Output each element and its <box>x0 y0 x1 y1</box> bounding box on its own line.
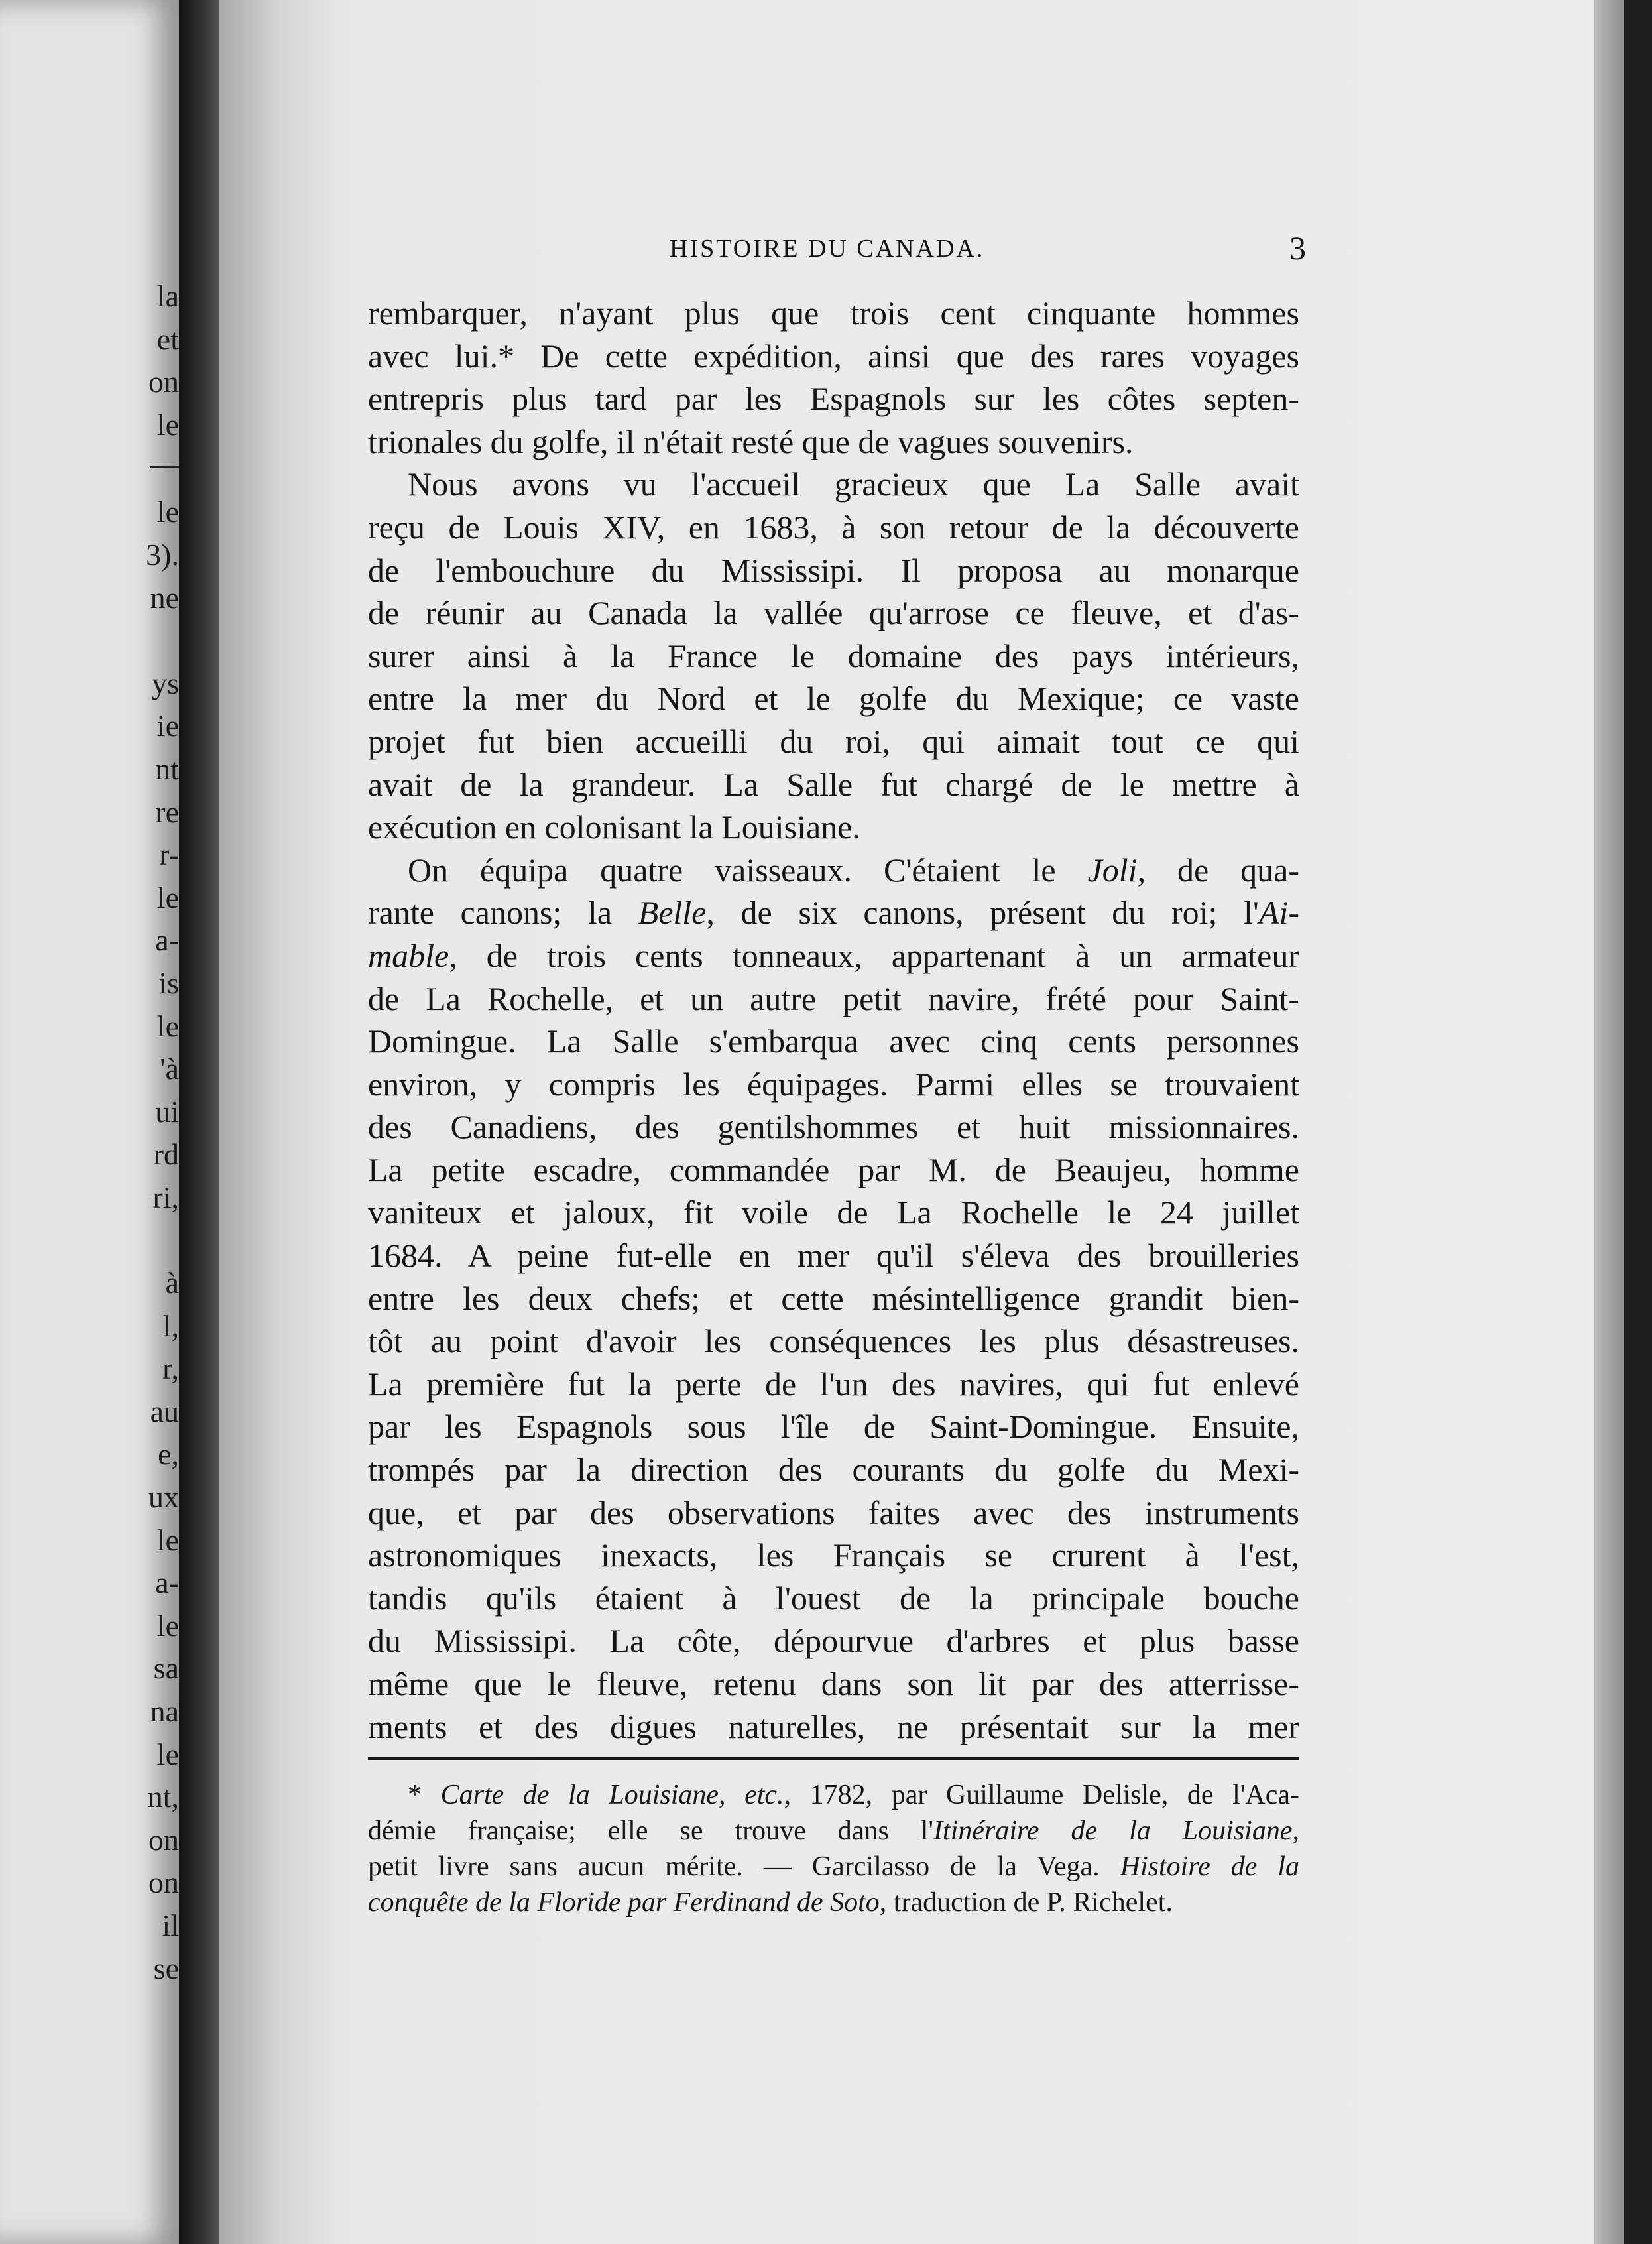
left-fragment: et <box>156 322 179 356</box>
left-fragment <box>150 466 179 468</box>
body-text <box>368 292 1299 1748</box>
body-line: trompés par la direction des courants du golfe du Mexi- <box>368 1451 1299 1489</box>
left-fragment: la <box>156 279 179 313</box>
left-fragment <box>139 1219 179 1262</box>
left-fragment: le <box>156 1608 179 1643</box>
left-fragment: le <box>156 407 179 442</box>
body-line: mable, de trois cents tonneaux, appartenant à un armateur <box>368 936 1299 974</box>
scan-border <box>1624 0 1652 2244</box>
left-fragment: ux <box>148 1480 179 1515</box>
left-fragment: nt <box>155 751 179 786</box>
left-fragment: on <box>148 365 179 399</box>
body-line: 1684. A peine fut-elle en mer qu'il s'éleva des brouilleries <box>368 1237 1299 1275</box>
body-line: tandis qu'ils étaient à l'ouest de la principale bouche <box>368 1579 1299 1617</box>
left-fragment: ys <box>152 666 179 700</box>
page-edge <box>1594 0 1624 2244</box>
body-line: entrepris plus tard par les Espagnols sur les côtes septen- <box>368 380 1299 418</box>
body-line: des Canadiens, des gentilshommes et huit missionnaires. <box>368 1108 1299 1146</box>
body-line: exécution en colonisant la Louisiane. <box>368 808 860 846</box>
footnote-rule <box>368 1757 1299 1760</box>
left-fragment: re <box>155 794 179 829</box>
left-fragment: il <box>162 1908 179 1942</box>
left-fragment: na <box>150 1694 179 1728</box>
footnote-line: petit livre sans aucun mérite. — Garcilasso de la Vega. Histoire de la <box>368 1851 1300 1882</box>
body-line: que, et par des observations faites avec des instruments <box>368 1493 1299 1531</box>
page-number: 3 <box>1289 229 1306 267</box>
body-line: entre la mer du Nord et le golfe du Mexique; ce vaste <box>368 680 1299 717</box>
left-fragment: sa <box>153 1651 179 1686</box>
body-line: environ, y compris les équipages. Parmi elles se trouvaient <box>368 1065 1299 1103</box>
left-facing-page <box>0 0 179 2244</box>
body-line: projet fut bien accueilli du roi, qui aimait tout ce qui <box>368 722 1299 760</box>
body-line: On équipa quatre vaisseaux. C'étaient le Joli, de qua- <box>408 851 1299 889</box>
body-line: entre les deux chefs; et cette mésintelligence grandit bien- <box>368 1279 1299 1317</box>
body-line: de réunir au Canada la vallée qu'arrose ce fleuve, et d'as- <box>368 594 1299 632</box>
left-fragment: au <box>150 1394 179 1428</box>
left-fragment: ui <box>155 1094 179 1129</box>
left-fragment: le <box>156 880 179 914</box>
body-line: vaniteux et jaloux, fit voile de La Rochelle le 24 juillet <box>368 1194 1299 1231</box>
body-line: même que le fleuve, retenu dans son lit par des atterrisse- <box>368 1665 1299 1702</box>
left-fragment: ie <box>156 709 179 743</box>
left-fragment: se <box>153 1951 179 1985</box>
body-line: La première fut la perte de l'un des navires, qui fut enlevé <box>368 1365 1299 1402</box>
left-fragment: is <box>158 966 179 1000</box>
footnote-line: démie française; elle se trouve dans l'Itinéraire de la Louisiane, <box>368 1816 1299 1846</box>
left-fragment: nt, <box>147 1780 179 1814</box>
body-line: Domingue. La Salle s'embarqua avec cinq cents personnes <box>368 1023 1299 1060</box>
body-line: par les Espagnols sous l'île de Saint-Domingue. Ensuite, <box>368 1408 1299 1446</box>
left-fragment: le <box>156 1009 179 1043</box>
body-line: rante canons; la Belle, de six canons, présent du roi; l'Ai- <box>368 894 1300 932</box>
left-fragment <box>139 619 179 662</box>
body-line: Nous avons vu l'accueil gracieux que La Salle avait <box>408 466 1299 503</box>
left-fragment: ri, <box>152 1180 179 1214</box>
left-page-fragments <box>139 275 179 1990</box>
left-fragment: à <box>165 1266 179 1300</box>
footnote-line: conquête de la Floride par Ferdinand de Soto, traduction de P. Richelet. <box>368 1887 1173 1918</box>
body-line: reçu de Louis XIV, en 1683, à son retour de la découverte <box>368 508 1299 546</box>
body-line: de l'embouchure du Mississipi. Il proposa au monarque <box>368 551 1299 589</box>
running-title: HISTOIRE DU CANADA. <box>670 235 985 263</box>
left-fragment: ne <box>150 580 179 615</box>
body-line: avait de la grandeur. La Salle fut chargé de le mettre à <box>368 765 1299 803</box>
body-line: astronomiques inexacts, les Français se crurent à l'est, <box>368 1536 1299 1574</box>
body-line: ments et des digues naturelles, ne présentait sur la mer <box>368 1708 1299 1745</box>
footnote <box>368 1777 1299 1920</box>
left-fragment: e, <box>158 1437 179 1471</box>
body-line: trionales du golfe, il n'était resté que de vagues souvenirs. <box>368 422 1134 460</box>
left-fragment: 3). <box>146 537 179 572</box>
body-line: La petite escadre, commandée par M. de Beaujeu, homme <box>368 1151 1299 1188</box>
left-fragment: le <box>156 1737 179 1771</box>
left-fragment: a- <box>155 923 179 958</box>
left-fragment: on <box>148 1822 179 1857</box>
body-line: de La Rochelle, et un autre petit navire, frété pour Saint- <box>368 979 1299 1017</box>
left-fragment: le <box>156 495 179 529</box>
body-line: du Mississipi. La côte, dépourvue d'arbres et plus basse <box>368 1622 1299 1660</box>
body-line: tôt au point d'avoir les conséquences les plus désastreuses. <box>368 1322 1299 1360</box>
left-fragment: 'à <box>160 1052 179 1086</box>
left-fragment: r, <box>162 1351 179 1386</box>
body-line: surer ainsi à la France le domaine des pays intérieurs, <box>368 637 1299 674</box>
left-fragment: le <box>156 1523 179 1557</box>
left-fragment: a- <box>155 1566 179 1600</box>
body-line: rembarquer, n'ayant plus que trois cent cinquante hommes <box>368 294 1299 332</box>
left-fragment: l, <box>162 1308 179 1343</box>
left-fragment: on <box>148 1865 179 1900</box>
left-fragment: r- <box>159 838 179 872</box>
left-fragment: rd <box>153 1137 179 1172</box>
body-line: avec lui.* De cette expédition, ainsi que des rares voyages <box>368 337 1299 375</box>
footnote-line: * Carte de la Louisiane, etc., 1782, par Guillaume Delisle, de l'Aca- <box>408 1780 1299 1810</box>
